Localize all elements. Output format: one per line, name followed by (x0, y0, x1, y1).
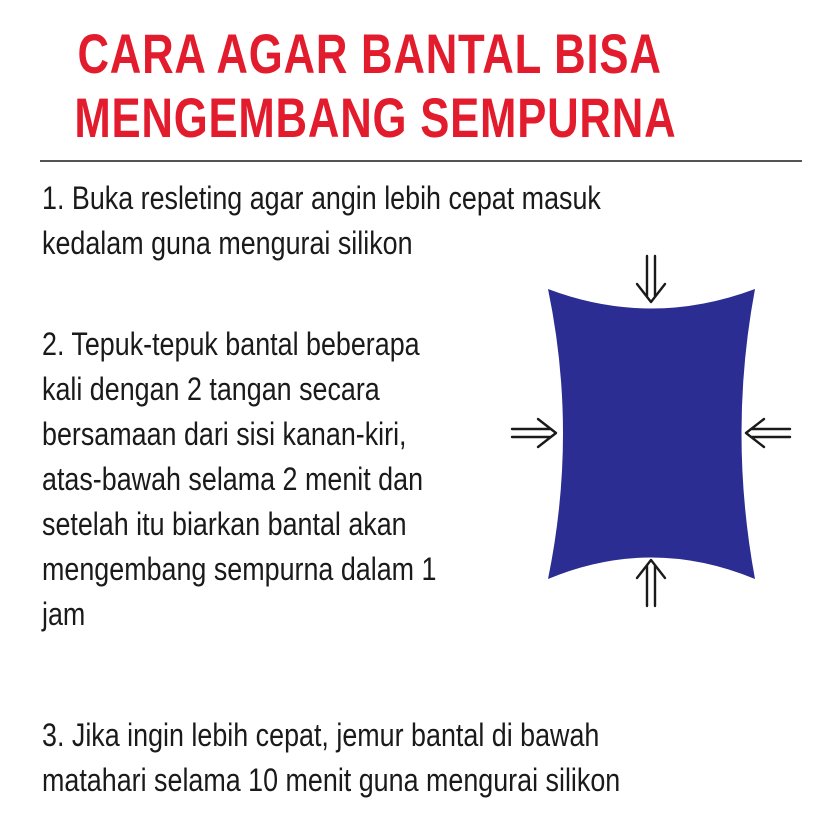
step-3 (42, 713, 798, 803)
arrow-left-icon (746, 419, 790, 447)
step-2-line-6: mengembang sempurna dalam 1 (42, 551, 437, 587)
step-1-line-2: kedalam guna mengurai silikon (42, 225, 413, 261)
step-2 (42, 322, 496, 637)
title-line-1: CARA AGAR BANTAL BISA (77, 22, 662, 85)
step-3-line-2: matahari selama 10 menit guna mengurai silikon (42, 762, 621, 798)
pillow-shape (548, 289, 755, 579)
pillow-diagram-svg (506, 246, 796, 616)
step-3-line-1: 3. Jika ingin lebih cepat, jemur bantal di bawah (42, 717, 600, 753)
arrow-right-icon (512, 419, 556, 447)
step-2-line-5: setelah itu biarkan bantal akan (42, 506, 407, 542)
title-divider (40, 160, 802, 162)
step-1-line-1: 1. Buka resleting agar angin lebih cepat masuk (42, 180, 601, 216)
step-2-line-1: 2. Tepuk-tepuk bantal beberapa (42, 326, 420, 362)
step-2-line-7: jam (42, 596, 86, 632)
title-line-2: MENGEMBANG SEMPURNA (74, 86, 677, 149)
pillow-diagram (506, 246, 796, 616)
step-2-line-4: atas-bawah selama 2 menit dan (42, 461, 424, 497)
step-2-line-2: kali dengan 2 tangan secara (42, 371, 380, 407)
page-title (40, 22, 677, 150)
step-2-line-3: bersamaan dari sisi kanan-kiri, (42, 416, 407, 452)
arrow-up-icon (637, 560, 665, 606)
arrow-down-icon (637, 256, 665, 302)
